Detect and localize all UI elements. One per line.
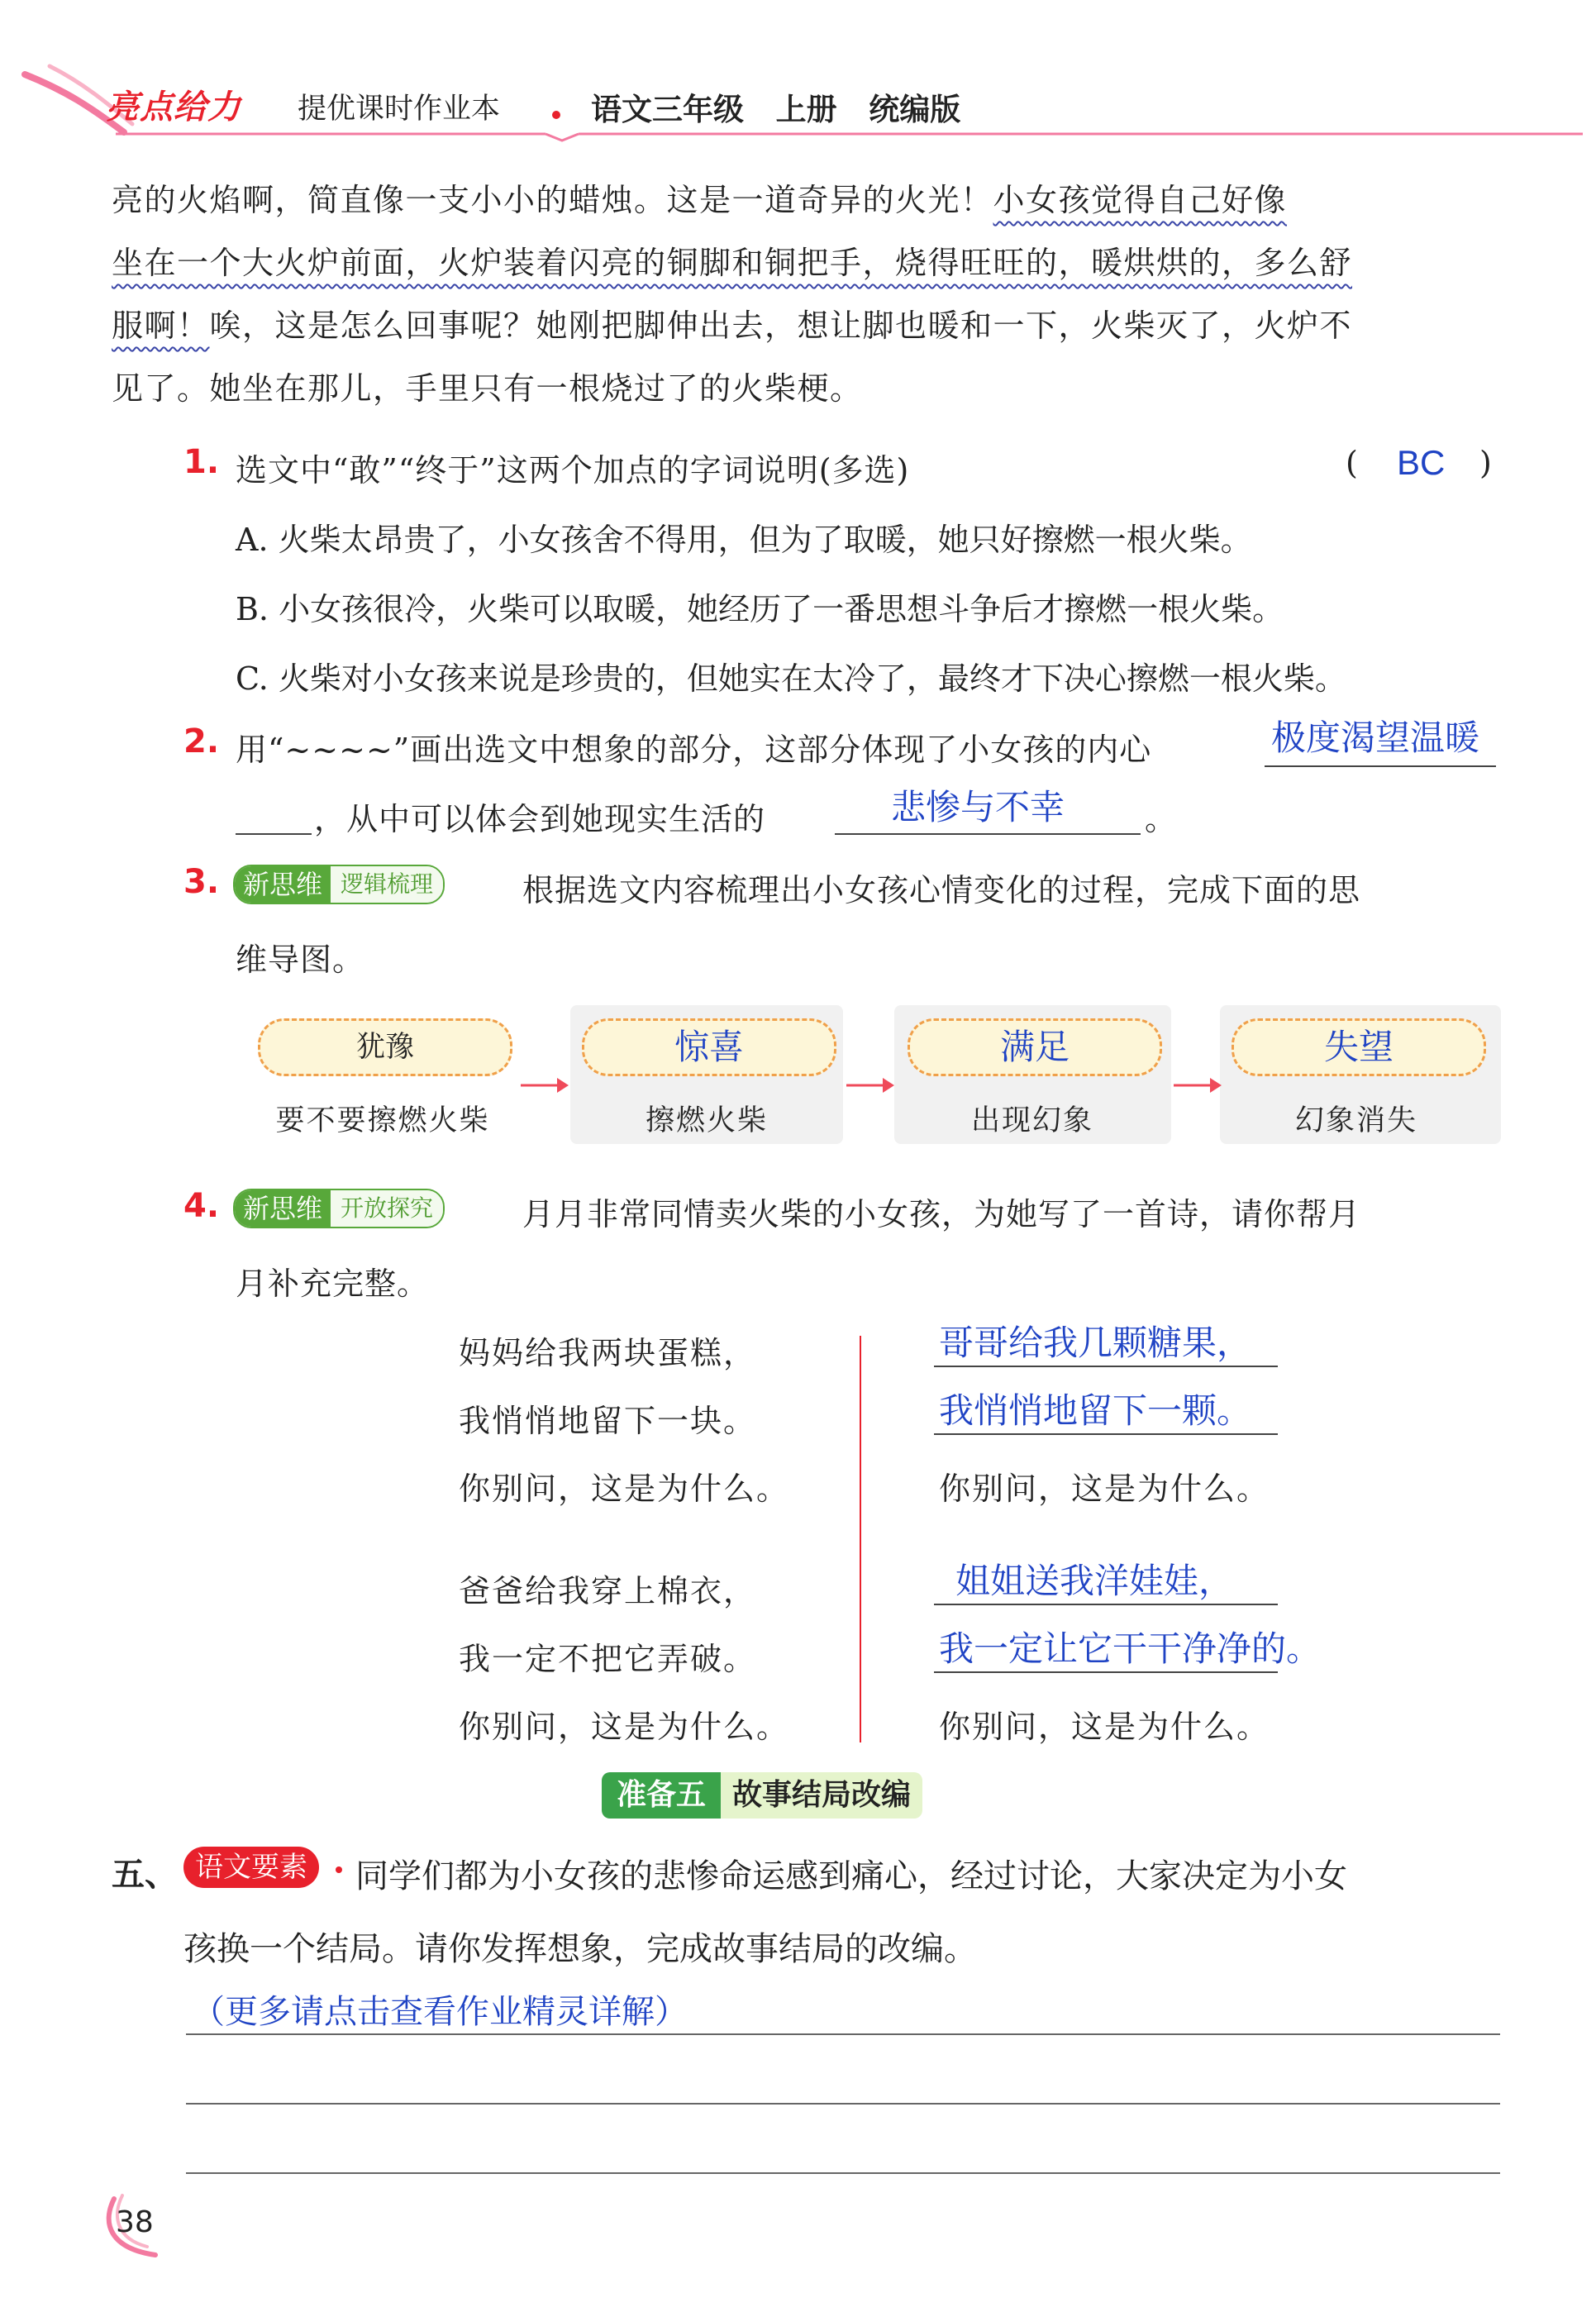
poem-right-answer-4[interactable]: 姐姐送我洋娃娃， [955, 1561, 1234, 1600]
question-4-number: 4. [183, 1187, 220, 1225]
page-number: 38 [116, 2205, 154, 2239]
mindmap-node-3-answer[interactable]: 满足 [908, 1018, 1162, 1076]
view-detail-link[interactable]: （更多请点击查看作业精灵详解） [192, 1994, 688, 2030]
arrow-right-icon [845, 1075, 898, 1096]
new-thinking-tag [233, 865, 445, 904]
question-1-text: 选文中“敢”“终于”这两个加点的字词说明(多选) [236, 452, 910, 489]
mindmap-node-2-answer[interactable]: 惊喜 [582, 1018, 836, 1076]
passage-line-1 [112, 184, 1287, 217]
brand-logo-text: 亮点给力 [106, 88, 241, 126]
answer-underline [835, 833, 1141, 835]
arrow-right-icon [519, 1075, 572, 1096]
mindmap-sub-4: 幻象消失 [1294, 1104, 1417, 1137]
prep-label: 准备五 [602, 1772, 721, 1819]
answer-underline [934, 1433, 1278, 1435]
tag-main-label: 新思维 [235, 1190, 331, 1227]
section-5-text-a: 同学们都为小女孩的悲惨命运感到痛心，经过讨论，大家决定为小女 [355, 1857, 1347, 1895]
passage-text: 唉，这是怎么回事呢？她刚把脚伸出去，想让脚也暖和一下，火柴灭了，火炉不 [209, 307, 1353, 344]
option-c: C. 火柴对小女孩来说是珍贵的，但她实在太冷了，最终才下决心擦燃一根火柴。 [236, 660, 1346, 697]
subject-info: 语文三年级 上册 统编版 [591, 92, 961, 127]
question-2-text-c: 。 [1145, 801, 1178, 837]
poem-right-answer-2[interactable]: 我悄悄地留下一颗。 [939, 1391, 1252, 1430]
mindmap-node-4-answer[interactable]: 失望 [1232, 1018, 1486, 1076]
answer-underline [934, 1671, 1278, 1673]
question-3-text-b: 维导图。 [236, 941, 365, 978]
answer-underline [934, 1366, 1278, 1367]
question-1-answer[interactable]: BC [1397, 443, 1446, 482]
answer-underline [1265, 765, 1496, 767]
section-5-text-b: 孩换一个结局。请你发挥想象，完成故事结局的改编。 [183, 1930, 977, 1968]
poem-left-line-5: 我一定不把它弄破。 [459, 1641, 757, 1677]
question-4-text-b: 月补充完整。 [236, 1266, 430, 1302]
mindmap-sub-2: 擦燃火柴 [645, 1104, 768, 1137]
prep-section-banner [602, 1772, 922, 1819]
poem-left-line-1: 妈妈给我两块蛋糕， [459, 1335, 757, 1371]
poem-left-line-4: 爸爸给我穿上棉衣， [459, 1573, 757, 1609]
new-thinking-tag [233, 1189, 445, 1228]
option-b: B. 小女孩很冷，火柴可以取暖，她经历了一番思想斗争后才擦燃一根火柴。 [236, 591, 1284, 627]
tag-sub-label: 开放探究 [331, 1190, 443, 1227]
passage-line-3 [112, 309, 1352, 342]
question-4-text-a: 月月非常同情卖火柴的小女孩，为她写了一首诗，请你帮月 [522, 1196, 1361, 1232]
poem-left-line-2: 我悄悄地留下一块。 [459, 1403, 757, 1439]
book-title: 提优课时作业本 [298, 93, 501, 126]
poem-right-line-3: 你别问，这是为什么。 [939, 1471, 1270, 1507]
writing-line[interactable] [186, 2033, 1500, 2035]
poem-right-answer-5[interactable]: 我一定让它干干净净的。 [939, 1629, 1322, 1668]
writing-line[interactable] [186, 2103, 1500, 2105]
question-2-text-a: 用“~~~~”画出选文中想象的部分，这部分体现了小女孩的内心 [236, 732, 1152, 768]
poem-divider [860, 1336, 861, 1742]
option-a: A. 火柴太昂贵了，小女孩舍不得用，但为了取暖，她只好擦燃一根火柴。 [236, 522, 1252, 558]
answer-paren-open: ( [1346, 445, 1359, 481]
answer-paren-close: ) [1479, 445, 1493, 481]
answer-underline [934, 1604, 1278, 1605]
imagination-underline-text: 小女孩觉得自己好像 [993, 182, 1288, 218]
passage-line-4: 见了。她坐在那儿，手里只有一根烧过了的火柴梗。 [112, 370, 863, 407]
question-2-answer-2[interactable]: 悲惨与不幸 [891, 788, 1065, 827]
prep-title: 故事结局改编 [721, 1772, 922, 1819]
question-1-number: 1. [183, 443, 220, 481]
question-3-text-a: 根据选文内容梳理出小女孩心情变化的过程，完成下面的思 [522, 872, 1361, 908]
poem-right-answer-1[interactable]: 哥哥给我几颗糖果， [939, 1323, 1252, 1362]
question-2-text-b: ，从中可以体会到她现实生活的 [314, 801, 766, 837]
tag-dot-icon [336, 1866, 342, 1873]
passage-text: 亮的火焰啊，简直像一支小小的蜡烛。这是一道奇异的火光！ [112, 182, 993, 218]
poem-left-line-6: 你别问，这是为什么。 [459, 1709, 790, 1745]
writing-line[interactable] [186, 2172, 1500, 2174]
mindmap-sub-3: 出现幻象 [970, 1104, 1093, 1137]
imagination-underline-text: 服啊！ [112, 307, 210, 344]
mindmap-node-1: 犹豫 [258, 1018, 512, 1076]
header-dot-icon [552, 111, 560, 119]
question-2-number: 2. [183, 722, 220, 760]
arrow-right-icon [1172, 1075, 1225, 1096]
question-2-answer-1[interactable]: 极度渴望温暖 [1271, 718, 1480, 757]
yuwen-element-tag: 语文要素 [183, 1847, 319, 1888]
mindmap-sub-1: 要不要擦燃火柴 [275, 1104, 490, 1137]
tag-main-label: 新思维 [235, 866, 331, 903]
poem-left-line-3: 你别问，这是为什么。 [459, 1471, 790, 1507]
poem-right-line-6: 你别问，这是为什么。 [939, 1709, 1270, 1745]
tag-sub-label: 逻辑梳理 [331, 866, 443, 903]
passage-line-2: 坐在一个大火炉前面，火炉装着闪亮的铜脚和铜把手，烧得旺旺的，暖烘烘的，多么舒 [112, 245, 1353, 281]
question-3-number: 3. [183, 863, 220, 901]
answer-underline [236, 833, 312, 835]
section-5-number: 五、 [112, 1856, 178, 1894]
